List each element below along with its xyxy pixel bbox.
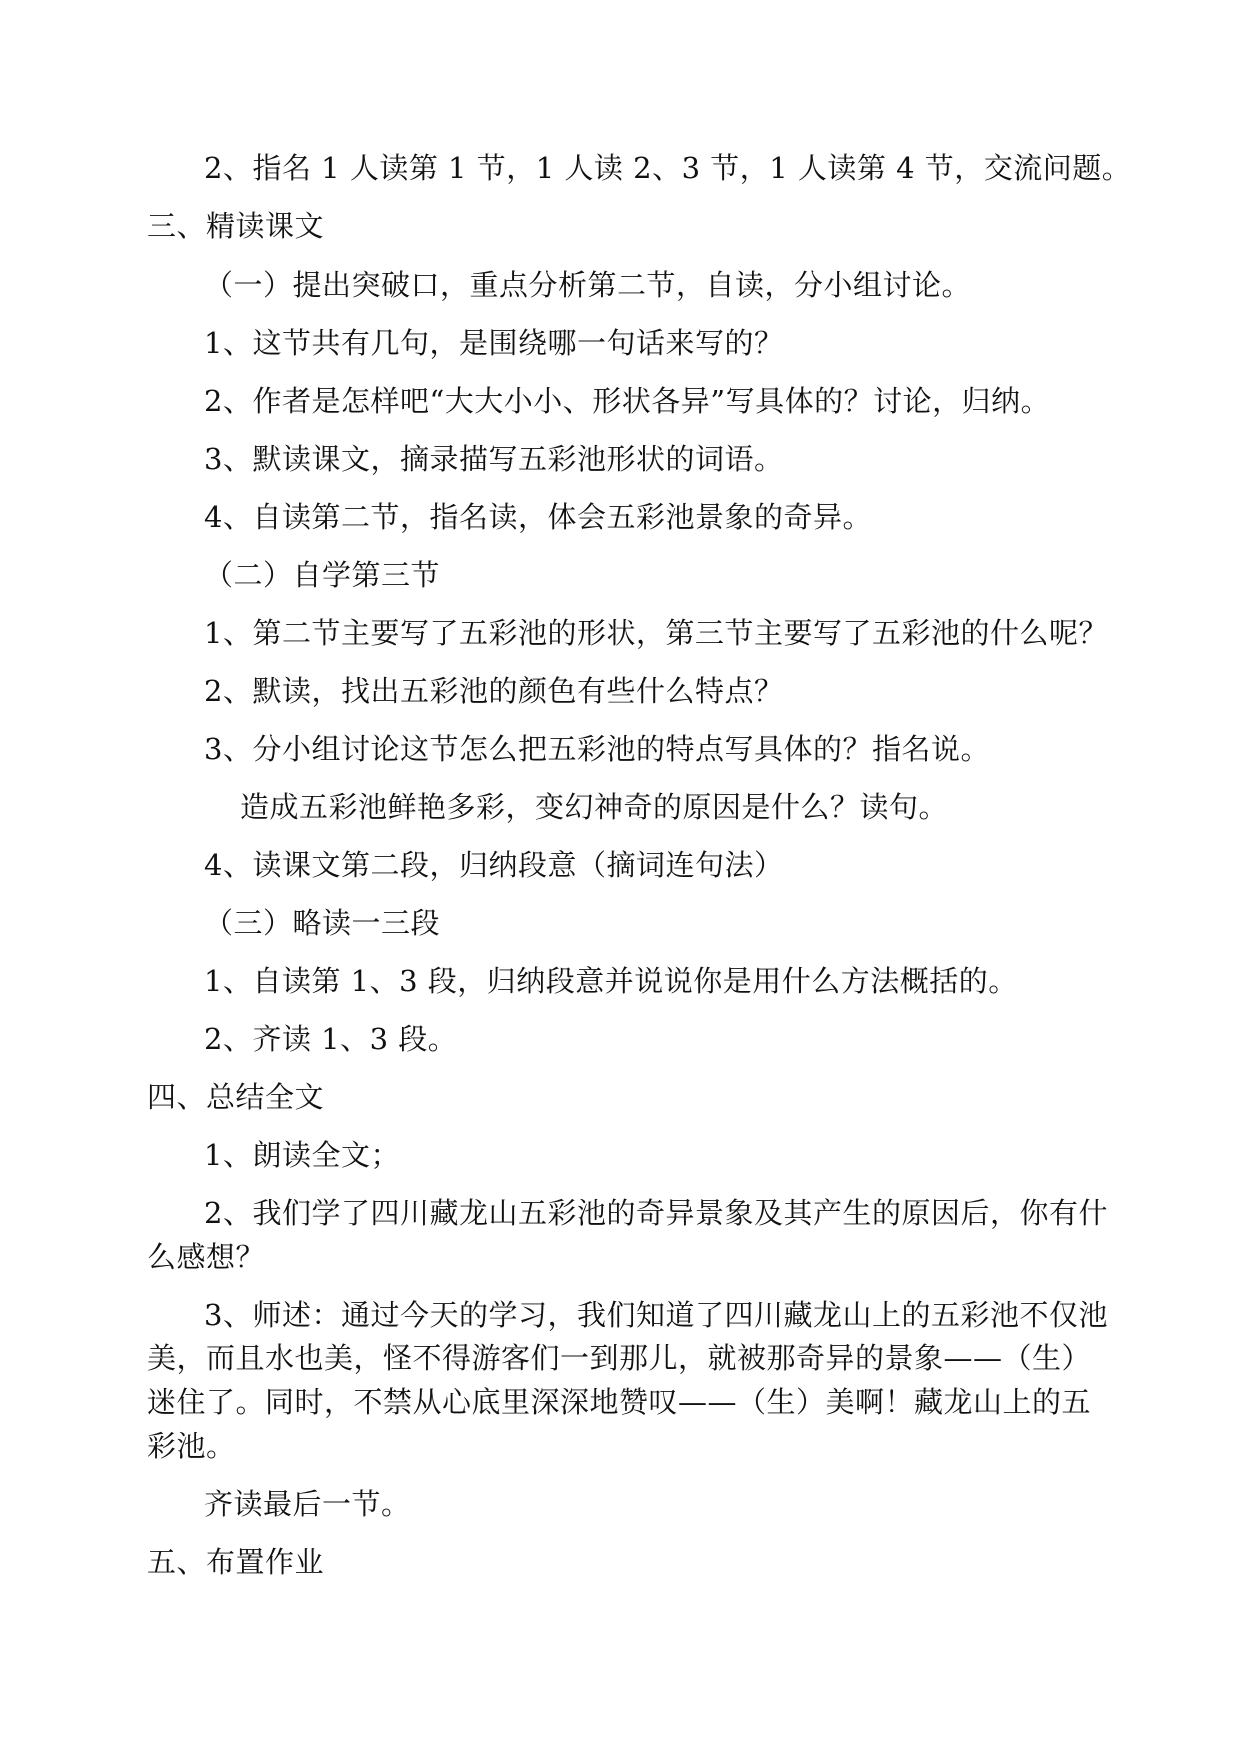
step-line: 3、师述：通过今天的学习，我们知道了四川藏龙山上的五彩池不仅池	[204, 1298, 1108, 1332]
step-line: 1、第二节主要写了五彩池的形状，第三节主要写了五彩池的什么呢？	[204, 616, 1108, 650]
section-heading: 三、精读课文	[147, 209, 325, 243]
step-line: 4、读课文第二段，归纳段意（摘词连句法）	[204, 848, 784, 882]
continuation-line: 美，而且水也美，怪不得游客们一到那儿，就被那奇异的景象——（生）	[147, 1341, 1092, 1375]
step-line: 2、作者是怎样吧“大大小小、形状各异”写具体的？讨论，归纳。	[204, 384, 1051, 418]
continuation-line: 迷住了。同时，不禁从心底里深深地赞叹——（生）美啊！藏龙山上的五	[147, 1385, 1092, 1419]
section-heading: 四、总结全文	[147, 1080, 325, 1114]
step-line: 3、默读课文，摘录描写五彩池形状的词语。	[204, 442, 784, 476]
step-line: 3、分小组讨论这节怎么把五彩池的特点写具体的？指名说。	[204, 732, 990, 766]
step-line: 2、默读，找出五彩池的颜色有些什么特点？	[204, 674, 784, 708]
step-line: 齐读最后一节。	[204, 1487, 411, 1521]
subsection-heading: （二）自学第三节	[204, 558, 441, 592]
section-heading: 五、布置作业	[147, 1545, 325, 1579]
step-line: 2、指名 1 人读第 1 节，1 人读 2、3 节，1 人读第 4 节，交流问题。	[204, 151, 1132, 185]
step-line: 1、这节共有几句，是围绕哪一句话来写的？	[204, 326, 784, 360]
subsection-heading: （三）略读一三段	[204, 906, 441, 940]
step-line: 2、齐读 1、3 段。	[204, 1022, 458, 1056]
indented-note: 造成五彩池鲜艳多彩，变幻神奇的原因是什么？读句。	[240, 790, 949, 824]
step-line: 4、自读第二节，指名读，体会五彩池景象的奇异。	[204, 500, 872, 534]
step-line: 1、自读第 1、3 段，归纳段意并说说你是用什么方法概括的。	[204, 964, 1018, 998]
continuation-line: 么感想？	[147, 1240, 266, 1274]
step-line: 2、我们学了四川藏龙山五彩池的奇异景象及其产生的原因后，你有什	[204, 1196, 1108, 1230]
continuation-line: 彩池。	[147, 1429, 236, 1463]
subsection-heading: （一）提出突破口，重点分析第二节，自读，分小组讨论。	[204, 268, 972, 302]
step-line: 1、朗读全文；	[204, 1138, 400, 1172]
